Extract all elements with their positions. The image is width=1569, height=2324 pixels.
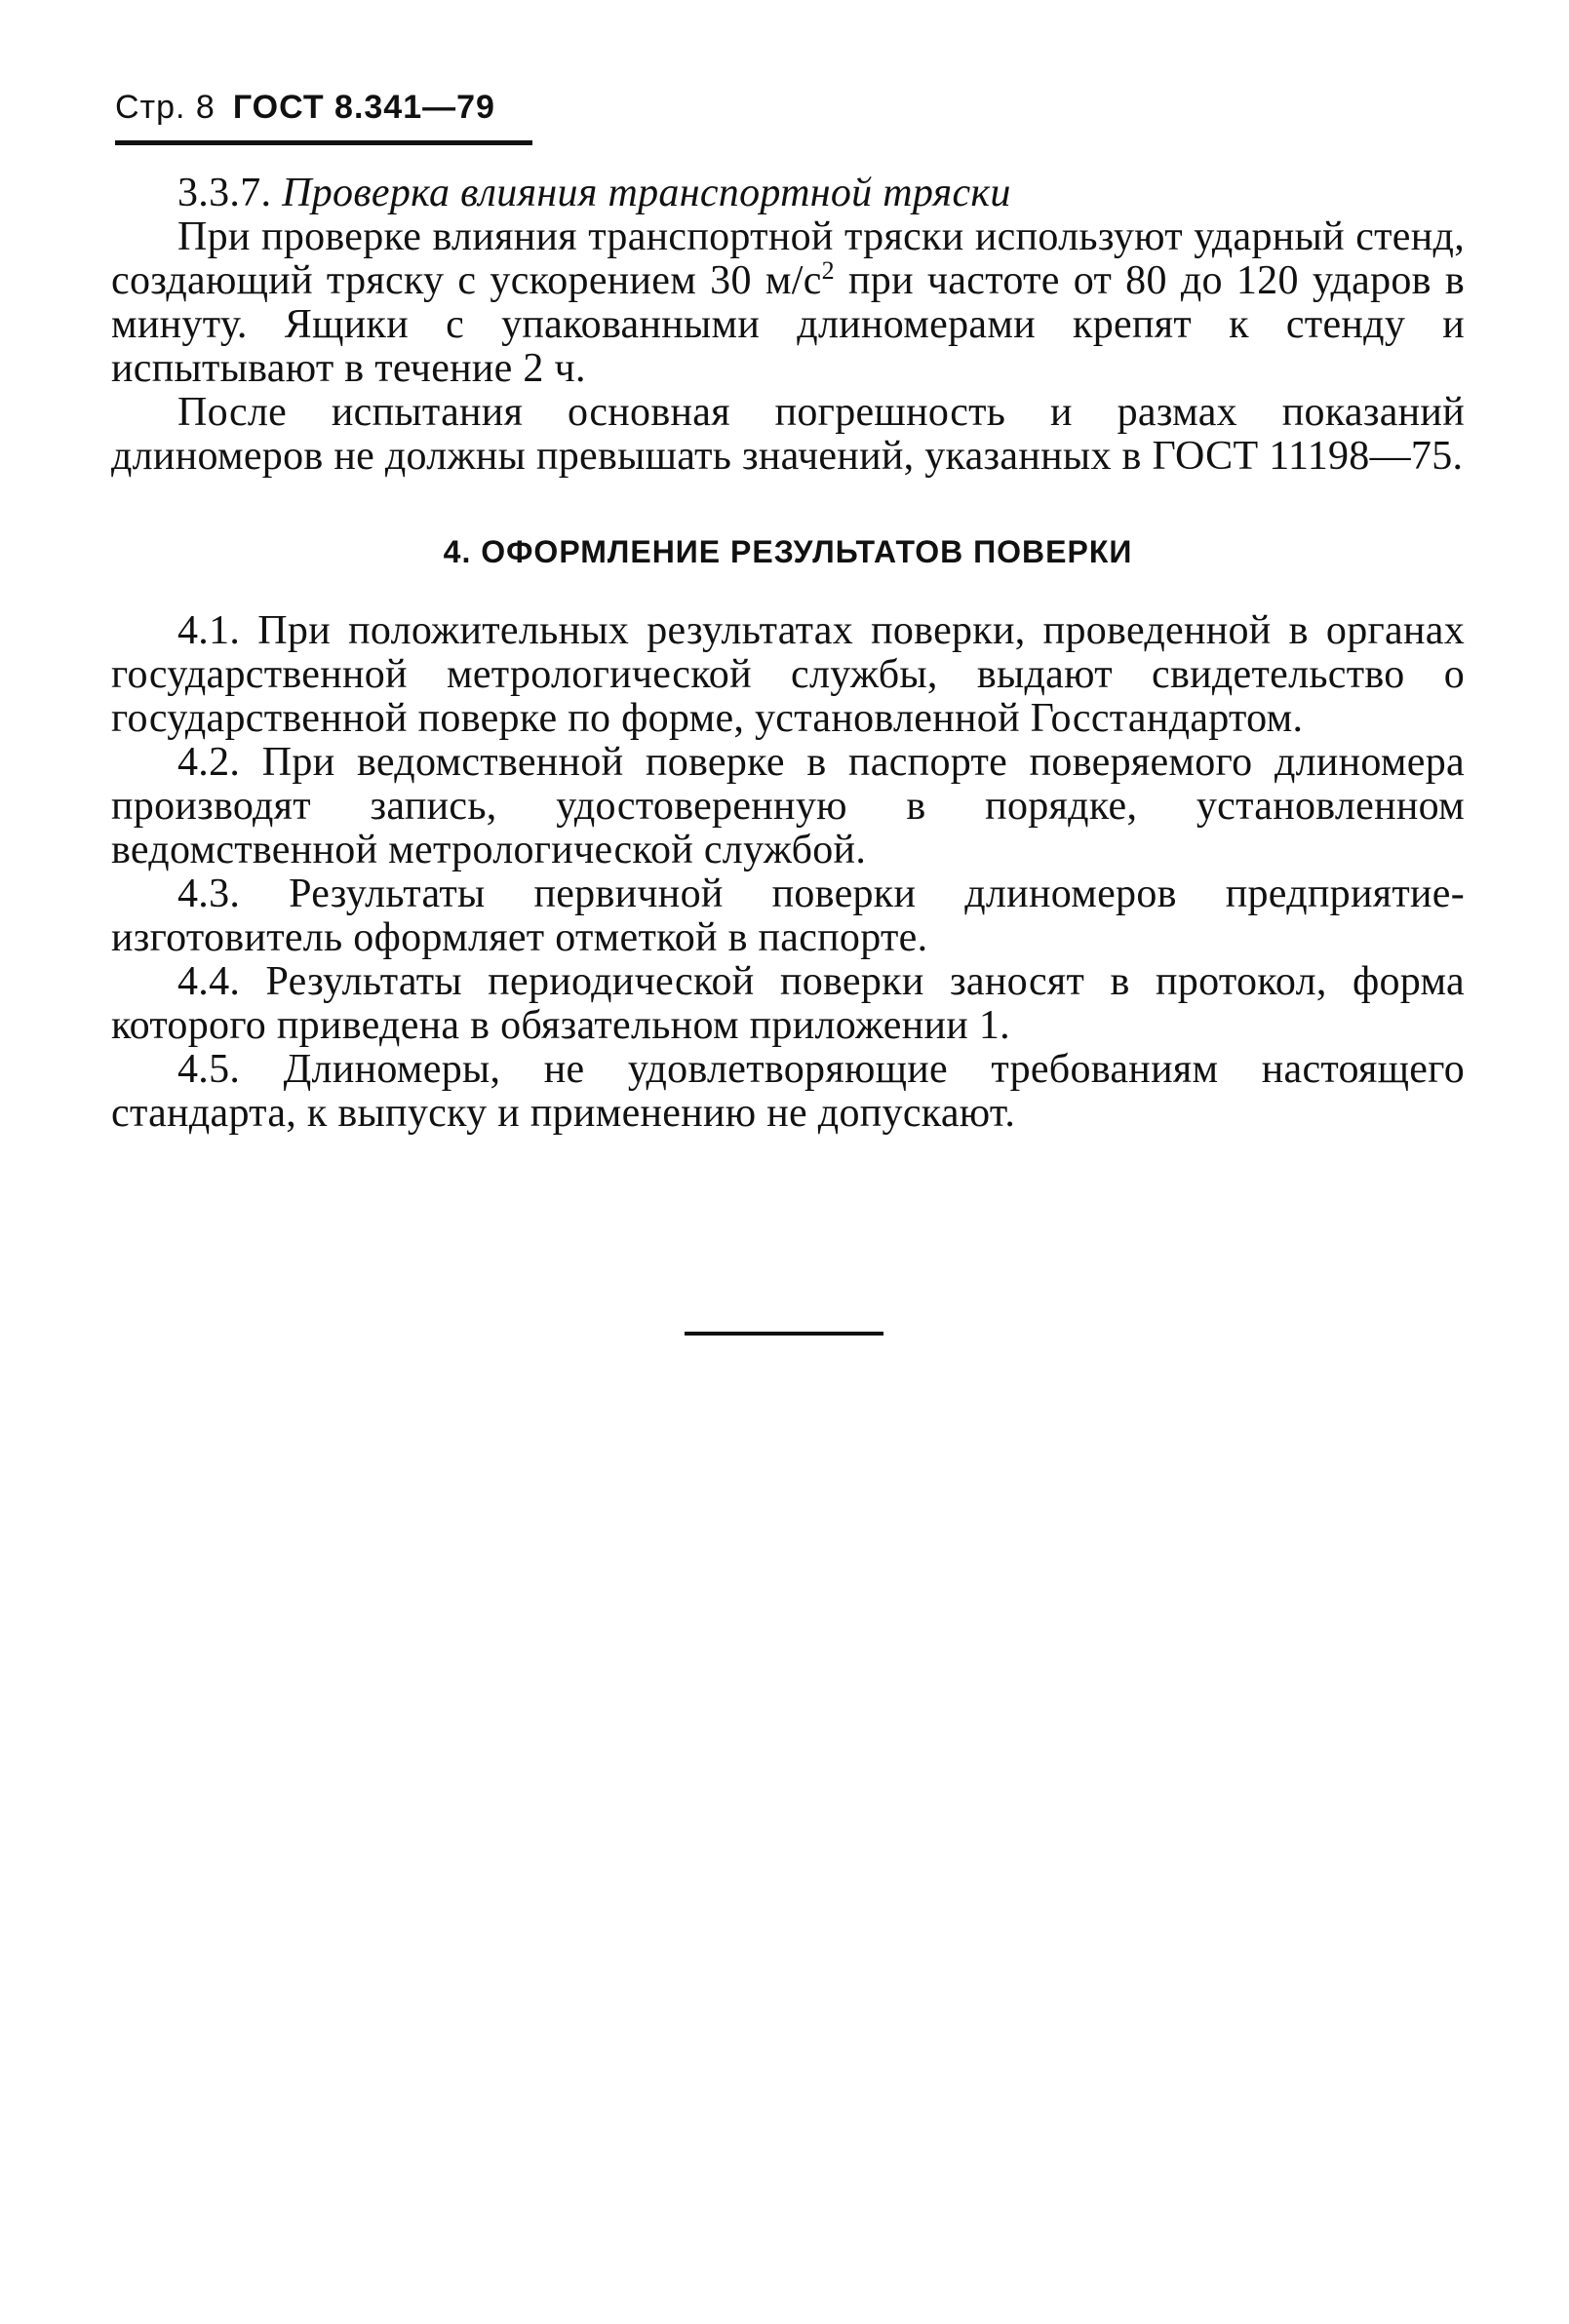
end-rule	[685, 1332, 883, 1336]
paragraph-shake-test-part2: при частоте от 80 до 120 ударов в минуту. Ящики с упакованными длиномерами крепят к стенду и испытывают в течение 2 ч.	[111, 258, 1466, 391]
page-header	[115, 84, 534, 131]
superscript-2: 2	[821, 256, 835, 285]
section-heading: 4. ОФОРМЛЕНИЕ РЕЗУЛЬТАТОВ ПОВЕРКИ	[443, 534, 1133, 569]
clause-4-4: 4.4. Результаты периодической поверки заносят в протокол, форма которого приведена в обязательном приложении 1.	[111, 959, 1465, 1048]
subsection-number: 3.3.7.	[177, 171, 272, 215]
page-number: Стр. 8	[115, 89, 216, 126]
subsection-title	[111, 172, 1465, 215]
document-body	[111, 172, 1465, 1136]
header-rule	[115, 140, 532, 145]
standard-designation: ГОСТ 8.341—79	[232, 89, 495, 126]
paragraph-after-test: После испытания основная погрешность и размах показаний длиномеров не должны превышать значений, указанных в ГОСТ 11198—75.	[111, 390, 1465, 479]
clause-4-1: 4.1. При положительных результатах поверки, проведенной в органах государственной метрологической службы, выдают свидетельство о государственной поверке по форме, установленной Госстандартом.	[111, 608, 1465, 741]
paragraph-shake-test	[111, 215, 1465, 391]
clause-4-2: 4.2. При ведомственной поверке в паспорте поверяемого длиномера производят запись, удостоверенную в порядке, установленном ведомственной метрологической службой.	[111, 740, 1465, 872]
clause-4-3: 4.3. Результаты первичной поверки длиномеров предприятие-изготовитель оформляет отметкой в паспорте.	[111, 872, 1465, 960]
clause-4-5: 4.5. Длиномеры, не удовлетворяющие требованиям настоящего стандарта, к выпуску и применению не допускают.	[111, 1047, 1465, 1136]
subsection-title-text: Проверка влияния транспортной тряски	[282, 171, 1011, 215]
paragraph-shake-test-part1: При проверке влияния транспортной тряски используют ударный стенд, создающий тряску с ускорением 30 м/с	[111, 214, 1465, 303]
